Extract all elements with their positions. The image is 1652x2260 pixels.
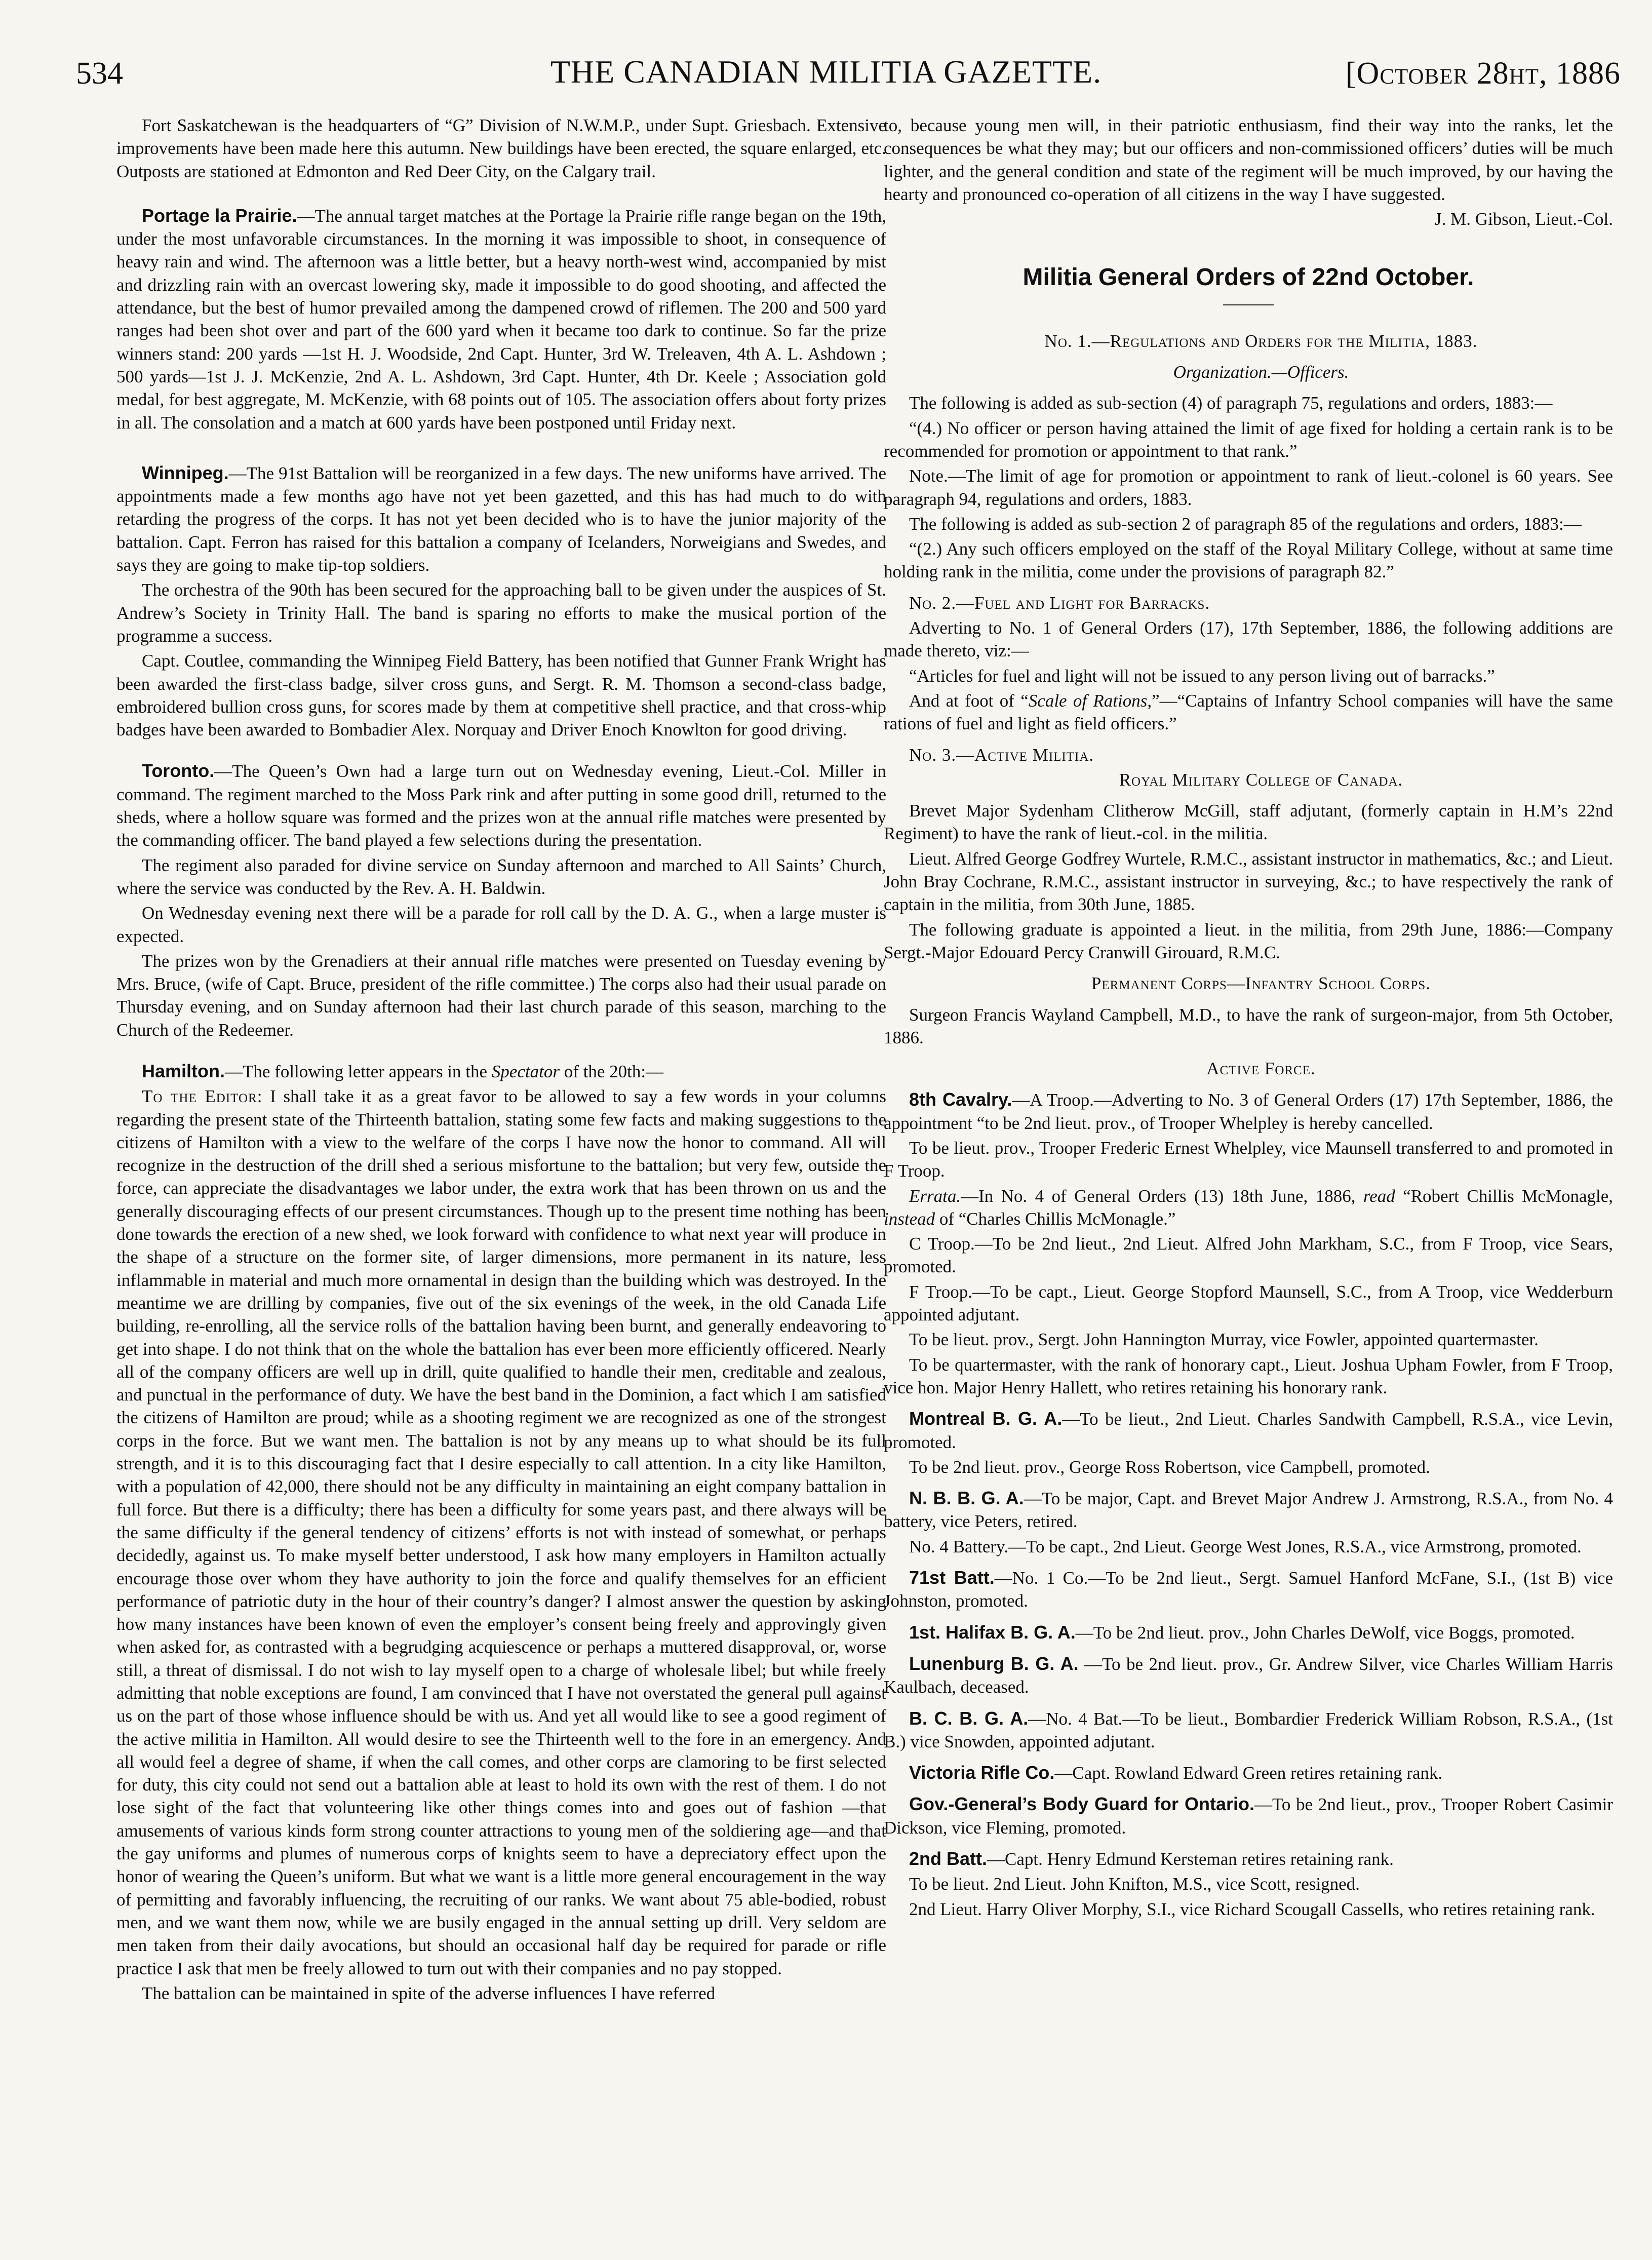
left-column [116,114,886,2007]
halifax-heading: 1st. Halifax B. G. A. [909,1621,1076,1643]
toronto-heading: Toronto. [142,760,215,782]
bc-p1: B. C. B. G. A.—No. 4 Bat.—To be lieut., Bombardier Frederick William Robson, R.S.A., (1st B.) vice Snowden, appointed adjutant. [884,1707,1613,1751]
toronto-text: —The Queen’s Own had a large turn out on Wednesday evening, Lieut.-Col. Miller in command. The regiment marched to the Moss Park rink and after putting in some good drill, returned to the sheds, where a hollow square was formed and the prizes won at the annual rifle matches were presented by the commanding officer. The band played a few selections during the presentation. [116,761,886,850]
order-no2-p3: And at foot of “Scale of Rations,”—“Captains of Infantry School companies will have the same rations of fuel and light as field officers.” [884,690,1613,734]
lunenburg-heading: Lunenburg B. G. A. [909,1653,1079,1674]
publication-title: THE CANADIAN MILITIA GAZETTE. [550,54,1102,90]
batt2-p1: 2nd Batt.—Capt. Henry Edmund Kersteman retires retaining rank. [909,1848,1394,1869]
victoria-heading: Victoria Rifle Co. [909,1762,1055,1783]
winnipeg-text: —The 91st Battalion will be reorganized in a few days. The new uniforms have arrived. The appointments made a few months ago have not yet been gazetted, and this has had much to do with retarding the progress of the corps. It has not yet been decided who is to have the junior majority of the battalion. Capt. Ferron has raised for this battalion a company of Icelanders, Norweigians and Swedes, and says they are going to make tip-top soldiers. [116,463,886,575]
fort-saskatchewan-paragraph: Fort Saskatchewan is the headquarters of “G” Division of N.W.M.P., under Supt. Griesbach. Extensive improvements have been made here this autumn. New buildings have been erected, the square enlarged, etc. Outposts are stationed at Edmonton and Red Deer City, on the Calgary trail. [116,115,886,181]
winnipeg-paragraph-3: Capt. Coutlee, commanding the Winnipeg Field Battery, has been notified that Gunner Frank Wright has been awarded the first-class badge, silver cross guns, and Sergt. R. M. Thomson a second-class badge, embroidered bullion cross guns, for scores made by them at competitive shell practice, and that cross-whip badges have been awarded to Bombadier Alex. Norquay and Driver Enoch Knowlton for good driving. [116,651,886,740]
right-column [884,114,1613,1923]
page-number: 534 [76,56,123,91]
nb-p2: No. 4 Battery.—To be capt., 2nd Lieut. George West Jones, R.S.A., vice Armstrong, promoted. [909,1536,1582,1556]
batt71-p1: 71st Batt.—No. 1 Co.—To be 2nd lieut., Sergt. Samuel Hanford McFane, S.I., (1st B) vice Johnston, promoted. [884,1567,1613,1611]
cavalry-heading: 8th Cavalry. [909,1089,1012,1110]
order-no1-subheading: Organization.—Officers. [1173,362,1349,382]
order-no1-p2: “(4.) No officer or person having attained the limit of age fixed for holding a certain rank is to be recommended for promotion or appointment to that rank.” [884,418,1613,461]
montreal-p1: Montreal B. G. A.—To be lieut., 2nd Lieut. Charles Sandwith Campbell, R.S.A., vice Levin, promoted. [884,1408,1613,1452]
order-no1-p3: The following is added as sub-section 2 of paragraph 85 of the regulations and orders, 1883:— [909,514,1582,534]
batt2-p2: To be lieut. 2nd Lieut. John Knifton, M.S., vice Scott, resigned. [909,1874,1360,1894]
page-header [0,0,1652,101]
govgen-heading: Gov.-General’s Body Guard for Ontario. [909,1794,1254,1815]
cavalry-p4: C Troop.—To be 2nd lieut., 2nd Lieut. Alfred John Markham, S.C., from F Troop, vice Sears, promoted. [884,1234,1613,1277]
montreal-p2: To be 2nd lieut. prov., George Ross Robertson, vice Campbell, promoted. [909,1457,1430,1477]
winnipeg-paragraph-2: The orchestra of the 90th has been secured for the approaching ball to be given under the auspices of St. Andrew’s Society in Trinity Hall. The band is sparing no efforts to make the musical portion of the programme a success. [116,580,886,646]
letter-last-line: The battalion can be maintained in spite of the adverse influences I have referred [142,1983,716,2003]
letter-signature: J. M. Gibson, Lieut.-Col. [1435,209,1613,229]
order-no1-note: Note.—The limit of age for promotion or appointment to rank of lieut.-colonel is 60 years. See paragraph 94, regulations and orders, 1883. [884,466,1613,509]
nb-p1: N. B. B. G. A.—To be major, Capt. and Brevet Major Andrew J. Armstrong, R.S.A., from No. 4 battery, vice Peters, retired. [884,1488,1613,1532]
issue-date: [October 28ht, 1886 [1345,56,1621,91]
toronto-section [116,759,886,851]
order-no2-p2: “Articles for fuel and light will not be issued to any person living out of barracks.” [909,666,1495,686]
order-no3-heading: No. 3.—Active Militia. [909,745,1094,765]
toronto-paragraph-3: On Wednesday evening next there will be a parade for roll call by the D. A. G., when a large muster is expected. [116,903,886,946]
batt2-heading: 2nd Batt. [909,1848,988,1869]
nb-heading: N. B. B. G. A. [909,1488,1024,1509]
batt2-p3: 2nd Lieut. Harry Oliver Morphy, S.I., vice Richard Scougall Cassells, who retires retaining rank. [909,1899,1595,1919]
order-no2-heading: No. 2.—Fuel and Light for Barracks. [909,593,1210,613]
cavalry-p7: To be quartermaster, with the rank of honorary capt., Lieut. Joshua Upham Fowler, from F Troop, vice hon. Major Henry Hallett, who retires retaining his honorary rank. [884,1354,1613,1397]
bc-heading: B. C. B. G. A. [909,1707,1029,1729]
active-force-heading: Active Force. [1206,1059,1316,1079]
general-orders-title: Militia General Orders of 22nd October. [1022,264,1474,291]
title-divider [1223,304,1274,305]
montreal-heading: Montreal B. G. A. [909,1408,1063,1429]
hamilton-letter [116,1085,886,1980]
batt71-heading: 71st Batt. [909,1567,995,1588]
cavalry-p1: 8th Cavalry.—A Troop.—Adverting to No. 3 of General Orders (17) 17th September, 1886, the appointment “to be 2nd lieut. prov., of Trooper Whelpley is hereby cancelled. [884,1089,1613,1133]
order-no1-p4: “(2.) Any such officers employed on the staff of the Royal Military College, without at same time holding rank in the militia, come under the provisions of paragraph 82.” [884,539,1613,582]
victoria-p1: Victoria Rifle Co.—Capt. Rowland Edward Green retires retaining rank. [909,1762,1443,1783]
rmc-p1: Brevet Major Sydenham Clitherow McGill, staff adjutant, (formerly captain in H.M’s 22nd Regiment) to have the rank of lieut.-col. in the militia. [884,801,1613,844]
lunenburg-p1: Lunenburg B. G. A. —To be 2nd lieut. prov., Gr. Andrew Silver, vice Charles William Harris Kaulbach, deceased. [884,1653,1614,1697]
hamilton-intro: —The following letter appears in the [225,1061,492,1081]
rmc-p2: Lieut. Alfred George Godfrey Wurtele, R.M.C., assistant instructor in mathematics, &c.; and Lieut. John Bray Cochrane, R.M.C., assistant instructor in surveying, &c.; to have respectively the rank of captain in the militia, from 30th June, 1885. [884,848,1613,915]
toronto-paragraph-4: The prizes won by the Grenadiers at their annual rifle matches were presented on Tuesday evening by Mrs. Bruce, (wife of Capt. Bruce, president of the rifle committee.) The corps also had their usual parade on Thursday evening, and on Sunday afternoon had their last church parade of this season, marching to the Church of the Redeemer. [116,951,886,1040]
hamilton-intro-end: of the 20th:— [559,1061,664,1081]
rmc-p3: The following graduate is appointed a lieut. in the militia, from 29th June, 1886:—Company Sergt.-Major Edouard Percy Cranwill Girouard, R.M.C. [884,919,1613,962]
scale-of-rations: Scale of Rations [1028,690,1148,711]
spectator-title: Spectator [491,1061,560,1081]
order-no1-p1: The following is added as sub-section (4) of paragraph 75, regulations and orders, 1883:— [909,393,1553,413]
cavalry-p2: To be lieut. prov., Trooper Frederic Ernest Whelpley, vice Maunsell transferred to and promoted in F Troop. [884,1138,1613,1181]
hamilton-heading: Hamilton. [142,1060,225,1081]
order-no2-p1: Adverting to No. 1 of General Orders (17), 17th September, 1886, the following additions are made thereto, viz:— [884,618,1613,661]
govgen-p1: Gov.-General’s Body Guard for Ontario.—To be 2nd lieut., prov., Trooper Robert Casimir Dickson, vice Fleming, promoted. [884,1794,1613,1838]
permanent-corps-p1: Surgeon Francis Wayland Campbell, M.D., to have the rank of surgeon-major, from 5th October, 1886. [884,1004,1613,1047]
rmc-heading: Royal Military College of Canada. [1119,769,1403,790]
permanent-corps-heading: Permanent Corps—Infantry School Corps. [1091,973,1431,994]
portage-heading: Portage la Prairie. [142,205,297,226]
hamilton-section [116,1060,886,1083]
halifax-p1: 1st. Halifax B. G. A.—To be 2nd lieut. prov., John Charles DeWolf, vice Boggs, promoted. [909,1621,1575,1643]
cavalry-p5: F Troop.—To be capt., Lieut. George Stopford Maunsell, S.C., from A Troop, vice Wedderburn appointed adjutant. [884,1281,1613,1325]
letter-body: I shall take it as a great favor to be allowed to say a few words in your columns regarding the present state of the Thirteenth battalion, stating some few facts and making suggestions to the citizens of Hamilton with a view to the welfare of the corps I have now the honor to command. All will recognize in the destruction of the drill shed a serious misfortune to the battalion; but very few, outside the force, can appreciate the disadvantages we labor under, the extra work that has been thrown on us and the generally discouraging effects of our present circumstances. Though up to the present time nothing has been done towards the erection of a new shed, we look forward with confidence to what next year will produce in the shape of a structure on the former site, of larger dimensions, more permanent in its nature, less inflammable in material and much more ornamental in design than the building which was destroyed. In the meantime we are drilling by companies, five out of the six evenings of the week, in the old Canada Life building, re-enrolling, all the service rolls of the battalion having been burnt, and generally endeavoring to get into shape. I do not think that on the whole the battalion has ever been more efficiently officered. Nearly all of the company officers are well up in drill, quite qualified to handle their men, creditable and zealous, and punctual in the performance of duty. We have the best band in the Dominion, a fact which I am satisfied the citizens of Hamilton are proud; while as a shooting regiment we are recognized as one of the strongest corps in the force. But we want men. The battalion is not by any means up to what should be its full strength, and it is to this discouraging fact that I desire especially to call attention. In a city like Hamilton, with a population of 42,000, there should not be any difficulty in maintaining an eight company battalion in full force. But there is a difficulty; there has been a difficulty for some years past, and there always will be the same difficulty if the general tendency of citizens’ efforts is not with instead of somewhat, or perhaps decidedly, against us. To make myself better understood, I ask how many employers in Hamilton actually encourage those over whom they have authority to join the force and qualify themselves for an efficient performance of patriotic duty in the hour of their country’s danger? I almost answer the question by asking how many instances have been known of even the employer’s consent being freely and approvingly given when asked for, as contrasted with a begrudging acquiescence or perhaps a muttered disapproval, or, worse still, a threat of dismissal. I do not wish to lay myself open to a charge of wholesale libel; but while freely admitting that noble exceptions are found, I am convinced that I have not overstated the general pull against us on the part of those whose influence should be with us. And yet all would like to see a good regiment of the active militia in Hamilton. All would desire to see the Thirteenth well to the fore in an emergency. And all would feel a degree of shame, if when the call comes, and other corps are clamoring to be first selected for duty, this city could not send out a battalion able at least to hold its own with the rest of them. I do not lose sight of the fact that volunteering like other things comes into and goes out of fashion —that amusements of various kinds form strong counter attractions to young men of the soldiering age—and that the gay uniforms and plumes of numerous corps of knights seem to have a depreciatory effect upon the honor of wearing the Queen’s uniform. But what we want is a little more general encouragement in the way of permitting and favorably influencing, the recruiting of our ranks. We want about 75 able-bodied, robust men, and we want them now, while we are busily engaged in the annual setting up drill. Very seldom are men taken from their daily avocations, but should an occasional half day be required for parade or rifle practice I ask that men be freely allowed to turn out with their companies and no pay stopped. [116,1086,887,1978]
winnipeg-section [116,461,886,576]
order-no1-heading: No. 1.—Regulations and Orders for the Militia, 1883. [1044,331,1478,351]
portage-section [116,204,886,434]
cavalry-p6: To be lieut. prov., Sergt. John Hannington Murray, vice Fowler, appointed quartermaster. [909,1330,1539,1350]
toronto-paragraph-2: The regiment also paraded for divine service on Sunday afternoon and marched to All Saints’ Church, where the service was conducted by the Rev. A. H. Baldwin. [116,855,886,898]
cavalry-errata: Errata.—In No. 4 of General Orders (13) 18th June, 1886, read “Robert Chillis McMonagle, instead of “Charles Chillis McMonagle.” [884,1186,1613,1229]
letter-salutation: To the Editor: [142,1086,263,1107]
letter-continuation: to, because young men will, in their patriotic enthusiasm, find their way into the ranks, let the consequences be what they may; but our officers and non-commissioned officers’ duties will be much lighter, and the general condition and state of the regiment will be much improved, by our having the hearty and pronounced co-operation of all citizens in the way I have suggested. [884,115,1613,204]
portage-text: —The annual target matches at the Portage la Prairie rifle range began on the 19th, under the most unfavorable circumstances. In the morning it was impossible to shoot, in consequence of heavy rain and wind. The afternoon was a little better, but a heavy north-west wind, accompanied by mist and drizzling rain with an overcast lowering sky, made it impossible to do good shooting, and affected the attendance, but the best of humor prevailed among the dampened crowd of riflemen. The 200 and 500 yard ranges had been shot over and part of the 600 yard when it became too dark to continue. So far the prize winners stand: 200 yards —1st H. J. Woodside, 2nd Capt. Hunter, 3rd W. Treleaven, 4th A. L. Ashdown ; 500 yards—1st J. J. McKenzie, 2nd A. L. Ashdown, 3rd Capt. Hunter, 4th Dr. Keele ; Association gold medal, for best aggregate, M. McKenzie, with 68 points out of 105. The association offers about forty prizes in all. The consolation and a match at 600 yards have been postponed until Friday next. [116,206,886,433]
winnipeg-heading: Winnipeg. [142,462,229,483]
